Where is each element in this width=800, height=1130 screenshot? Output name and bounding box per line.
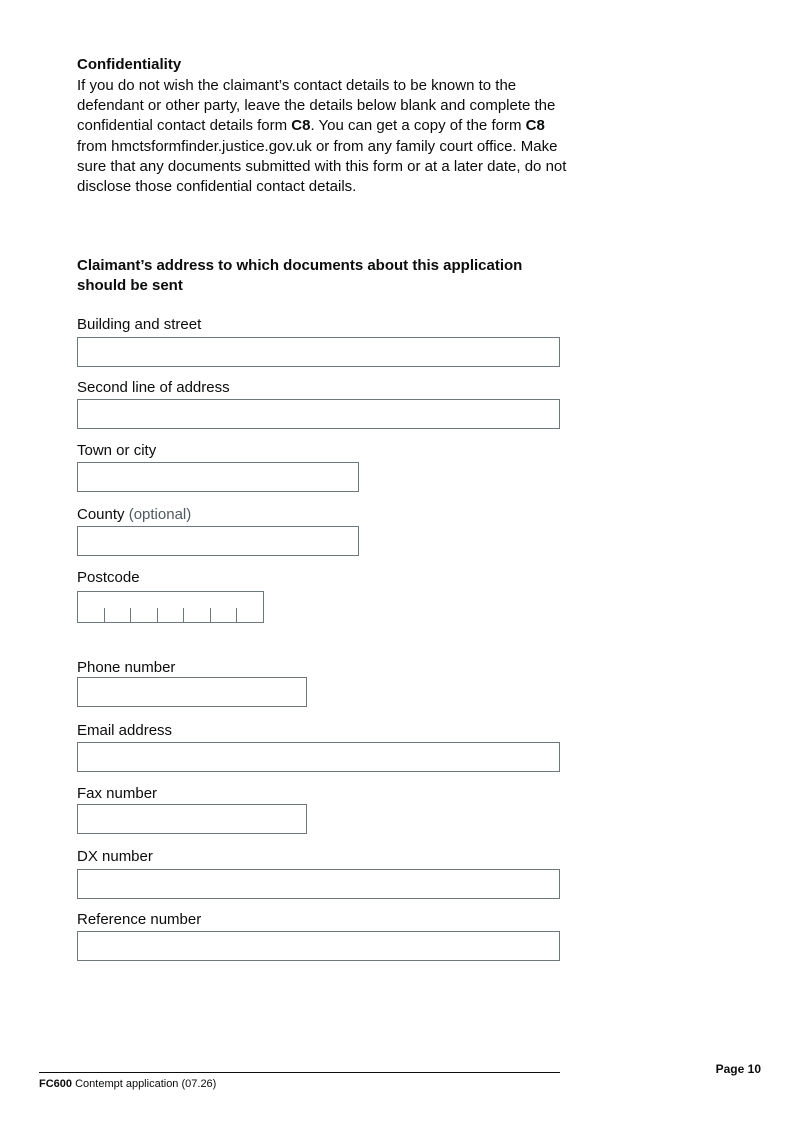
fax-label: Fax number bbox=[77, 785, 158, 802]
confidentiality-heading: Confidentiality bbox=[77, 56, 182, 73]
footer-form-reference bbox=[39, 1078, 216, 1090]
town-city-label: Town or city bbox=[77, 442, 157, 459]
building-street-field[interactable] bbox=[77, 337, 560, 367]
optional-hint: (optional) bbox=[128, 506, 192, 523]
second-line-label: Second line of address bbox=[77, 379, 230, 396]
phone-label: Phone number bbox=[77, 659, 176, 676]
dx-label: DX number bbox=[77, 848, 153, 865]
postcode-divider bbox=[210, 608, 211, 622]
form-title: Contempt application (07.26) bbox=[72, 1078, 217, 1090]
county-label bbox=[77, 506, 191, 524]
postcode-divider bbox=[236, 608, 237, 622]
footer-divider bbox=[39, 1072, 560, 1073]
confidentiality-text-part-3: from hmctsformfinder.justice.gov.uk or from any family court office. Make sure that any documents submitted with this form or at a later date, do not disclose those confidential contact details. bbox=[77, 137, 567, 196]
postcode-divider bbox=[104, 608, 105, 622]
form-code-c8: C8 bbox=[291, 117, 311, 135]
county-field[interactable] bbox=[77, 526, 359, 556]
reference-label: Reference number bbox=[77, 911, 202, 928]
form-code-c8: C8 bbox=[525, 117, 545, 135]
confidentiality-text-part-2: . You can get a copy of the form bbox=[310, 117, 526, 135]
confidentiality-text bbox=[77, 76, 567, 197]
address-section-heading: Claimant’s address to which documents about this application should be sent bbox=[77, 257, 523, 294]
fax-field[interactable] bbox=[77, 804, 307, 834]
second-line-field[interactable] bbox=[77, 399, 560, 429]
postcode-field[interactable] bbox=[77, 591, 264, 623]
phone-field[interactable] bbox=[77, 677, 307, 707]
county-label-text: County bbox=[77, 506, 125, 523]
dx-field[interactable] bbox=[77, 869, 560, 899]
reference-field[interactable] bbox=[77, 931, 560, 961]
form-code: FC600 bbox=[39, 1078, 73, 1090]
postcode-label: Postcode bbox=[77, 569, 140, 586]
email-field[interactable] bbox=[77, 742, 560, 772]
confidentiality-text-part-1: If you do not wish the claimant’s contact details to be known to the defendant or other party, leave the details below blank and complete the confidential contact details form bbox=[77, 77, 556, 135]
email-label: Email address bbox=[77, 722, 173, 739]
postcode-divider bbox=[157, 608, 158, 622]
town-city-field[interactable] bbox=[77, 462, 359, 492]
postcode-divider bbox=[130, 608, 131, 622]
building-street-label: Building and street bbox=[77, 316, 202, 333]
page-number: Page 10 bbox=[715, 1062, 761, 1076]
postcode-divider bbox=[183, 608, 184, 622]
